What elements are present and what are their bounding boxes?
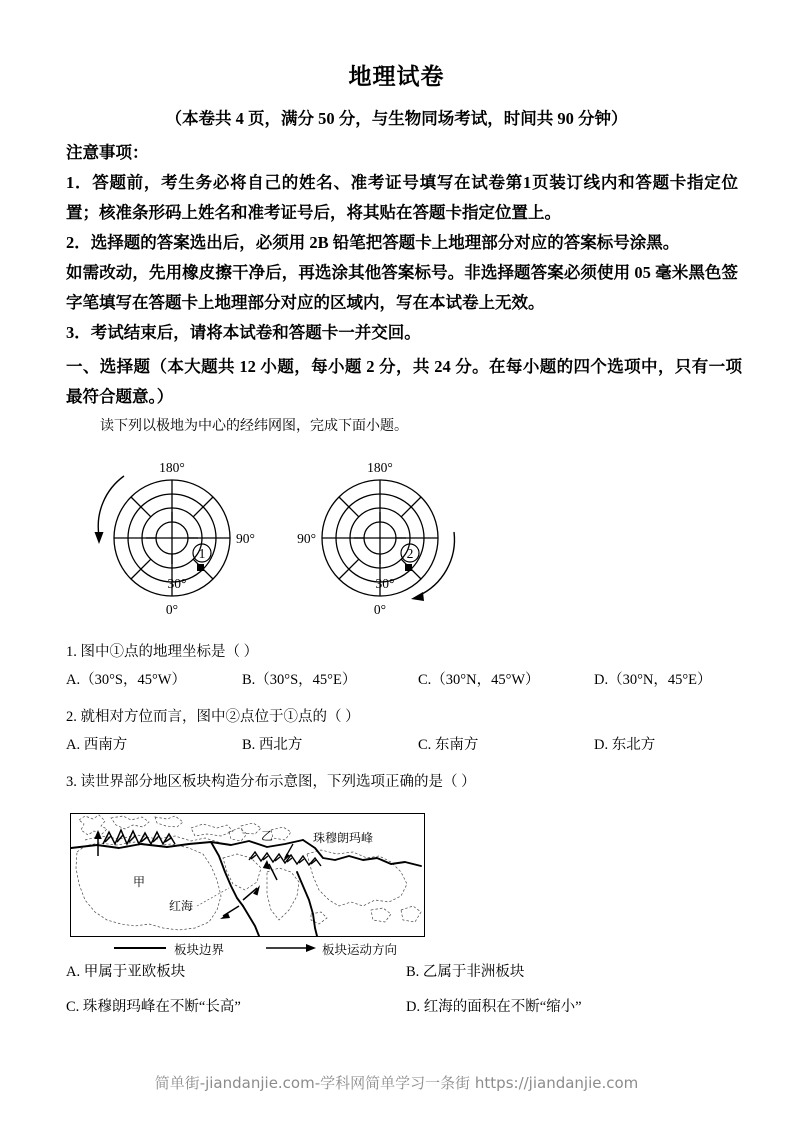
rotation-arrowhead-right [411, 592, 424, 601]
legend-boundary-label: 板块边界 [174, 943, 225, 957]
footer-watermark: 简单街-jiandanjie.com-学科网简单学习一条街 https://jiandanjie.com [154, 1074, 639, 1092]
left-label-inner-bottom: 30° [167, 576, 187, 591]
page-subtitle: （本卷共 4 页，满分 50 分，与生物同场考试，时间共 90 分钟） [165, 109, 628, 128]
question-2-option-b[interactable]: B. 西北方 [242, 737, 303, 753]
question-3-option-d[interactable]: D. 红海的面积在不断“缩小” [406, 999, 582, 1015]
section-heading-choice: 一、选择题（本大题共 12 小题，每小题 2 分，共 24 分。在每小题的四个选项中，只有一项最符合题意。） [66, 357, 742, 406]
right-label-bottom: 0° [373, 602, 387, 617]
notice-line-1: 1．答题前，考生务必将自己的姓名、准考证号填写在试卷第1页装订线内和答题卡指定位置；核准条形码上姓名和准考证号后，将其贴在答题卡指定位置上。 [66, 173, 738, 222]
question-1-stem: 1. 图中①点的地理坐标是（ ） [66, 644, 259, 660]
question-1-option-a[interactable]: A.（30°S，45°W） [66, 672, 186, 688]
question-2-options [66, 733, 766, 757]
legend-movement-label: 板块运动方向 [322, 943, 398, 957]
notice-line-2: 2．选择题的答案选出后，必须用 2B 铅笔把答题卡上地理部分对应的答案标号涂黑。 [66, 233, 680, 252]
point-1-marker [197, 564, 204, 571]
question-1-options [66, 668, 766, 692]
question-3-options-row-2 [66, 995, 766, 1019]
map-legend [70, 937, 425, 959]
map-label-red-sea: 红海 [168, 899, 194, 913]
notice-heading: 注意事项： [66, 143, 149, 162]
question-3-options-row-1 [66, 960, 766, 984]
question-3-option-a[interactable]: A. 甲属于亚欧板块 [66, 964, 186, 980]
question-2-stem: 2. 就相对方位而言，图中②点位于①点的（ ） [66, 709, 360, 725]
right-label-left: 90° [297, 531, 316, 546]
point-2-marker [405, 564, 412, 571]
right-label-top: 180° [367, 460, 393, 475]
point-1-label: 1 [198, 546, 206, 561]
question-2-option-c[interactable]: C. 东南方 [418, 737, 479, 753]
map-label-yi: 乙 [260, 829, 274, 843]
question-3-stem: 3. 读世界部分地区板块构造分布示意图，下列选项正确的是（ ） [66, 774, 476, 790]
legend-movement-arrowhead [306, 944, 316, 952]
point-2-label: 2 [406, 546, 414, 561]
question-3-option-c[interactable]: C. 珠穆朗玛峰在不断“长高” [66, 999, 241, 1015]
rotation-arrowhead-left [95, 532, 104, 544]
left-label-right: 90° [236, 531, 255, 546]
question-1-option-d[interactable]: D.（30°N，45°E） [594, 672, 712, 688]
plate-tectonics-map [70, 813, 425, 937]
notice-line-4: 3．考试结束后，请将本试卷和答题卡一并交回。 [66, 323, 421, 342]
notice-block [66, 138, 738, 348]
left-label-top: 180° [159, 460, 185, 475]
question-1-option-b[interactable]: B.（30°S，45°E） [242, 672, 357, 688]
lead-in-text-1: 读下列以极地为中心的经纬网图，完成下面小题。 [100, 419, 408, 434]
map-label-everest: 珠穆朗玛峰 [312, 831, 374, 845]
page-title: 地理试卷 [348, 64, 445, 89]
question-1-option-c[interactable]: C.（30°N，45°W） [418, 672, 540, 688]
question-2-option-d[interactable]: D. 东北方 [594, 737, 656, 753]
rotation-arrow-left [98, 476, 124, 536]
notice-line-3: 如需改动，先用橡皮擦干净后，再选涂其他答案标号。非选择题答案必须使用 05 毫米黑色签字笔填写在答题卡上地理部分对应的区域内，写在本试卷上无效。 [66, 263, 738, 312]
left-label-bottom: 0° [165, 602, 179, 617]
right-label-inner-bottom: 30° [375, 576, 395, 591]
question-3-option-b[interactable]: B. 乙属于非洲板块 [406, 964, 525, 980]
map-label-jia: 甲 [132, 875, 146, 889]
question-2-option-a[interactable]: A. 西南方 [66, 737, 128, 753]
polar-grid-figure [80, 452, 540, 630]
